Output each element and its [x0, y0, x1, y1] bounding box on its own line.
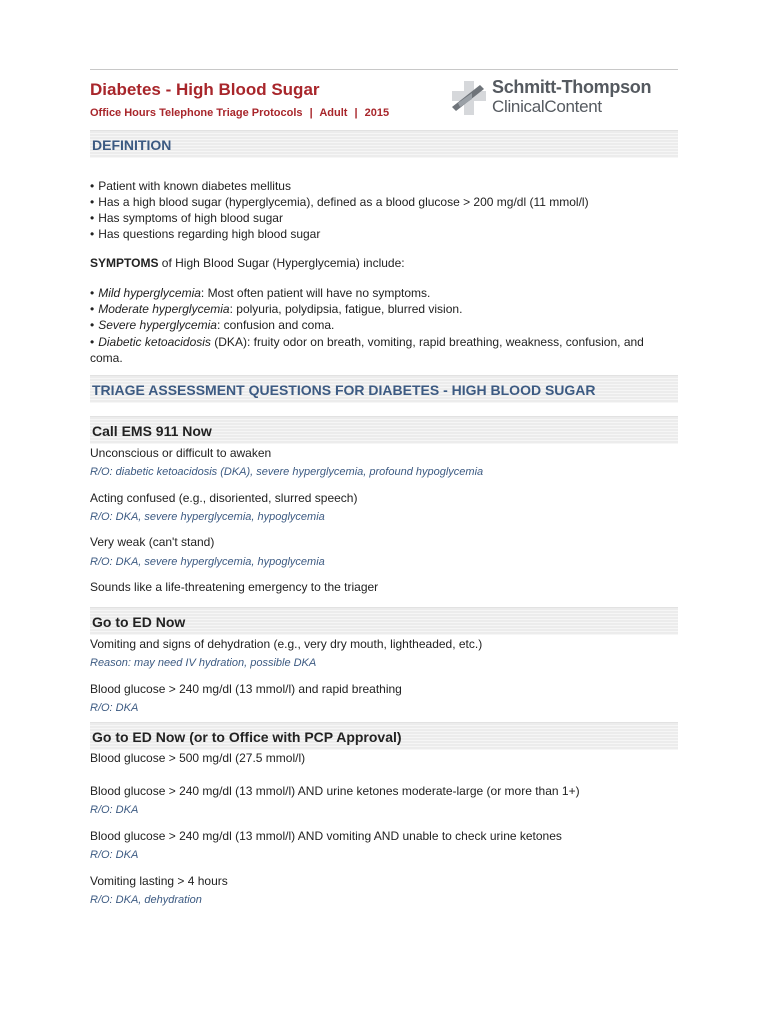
symptoms-intro — [90, 256, 405, 270]
ed-heading: Go to ED Now — [92, 614, 186, 630]
top-rule — [90, 69, 678, 70]
triage-question: Very weak (can't stand) — [90, 535, 215, 549]
ed-pcp-heading: Go to ED Now (or to Office with PCP Approval) — [92, 729, 402, 745]
ed-pcp-heading-band — [90, 722, 678, 750]
page-subtitle — [90, 107, 389, 119]
triage-question: Vomiting and signs of dehydration (e.g., very dry mouth, lightheaded, etc.) — [90, 637, 483, 651]
symptom-term: Severe hyperglycemia — [98, 318, 217, 332]
triage-heading-band — [90, 375, 678, 403]
cross-logo-icon — [450, 79, 488, 117]
schmitt-thompson-logo — [450, 77, 680, 121]
logo-line-2: ClinicalContent — [492, 97, 602, 116]
triage-question: Acting confused (e.g., disoriented, slurred speech) — [90, 491, 358, 505]
rule-out-note: R/O: DKA — [90, 702, 139, 714]
ems-heading: Call EMS 911 Now — [92, 423, 212, 439]
rule-out-note: R/O: diabetic ketoacidosis (DKA), severe hyperglycemia, profound hypoglycemia — [90, 466, 484, 478]
symptom-item — [90, 286, 430, 300]
triage-question: Vomiting lasting > 4 hours — [90, 874, 228, 888]
symptom-desc: : polyuria, polydipsia, fatigue, blurred vision. — [229, 302, 463, 316]
symptom-desc: (DKA): fruity odor on breath, vomiting, rapid breathing, weakness, confusion, and coma. — [90, 335, 644, 365]
subtitle-audience: Adult — [319, 107, 348, 119]
definition-bullet: • Patient with known diabetes mellitus — [90, 179, 291, 193]
triage-question: Sounds like a life-threatening emergency to the triager — [90, 580, 379, 594]
ed-heading-band — [90, 607, 678, 635]
symptoms-intro-text: of High Blood Sugar (Hyperglycemia) include: — [158, 256, 405, 270]
symptom-item — [90, 302, 462, 316]
symptom-term: Mild hyperglycemia — [98, 286, 201, 300]
triage-question: Blood glucose > 500 mg/dl (27.5 mmol/l) — [90, 751, 306, 765]
page-title: Diabetes - High Blood Sugar — [90, 80, 320, 99]
rule-out-note: R/O: DKA — [90, 804, 139, 816]
rule-out-note: R/O: DKA, dehydration — [90, 894, 202, 906]
symptom-term: Diabetic ketoacidosis — [98, 335, 211, 349]
symptom-item — [90, 334, 665, 366]
ems-heading-band — [90, 416, 678, 444]
definition-bullet: • Has symptoms of high blood sugar — [90, 211, 283, 225]
subtitle-separator: | — [309, 107, 313, 119]
triage-question: Blood glucose > 240 mg/dl (13 mmol/l) AND vomiting AND unable to check urine ketones — [90, 829, 562, 843]
triage-heading: TRIAGE ASSESSMENT QUESTIONS FOR DIABETES - HIGH BLOOD SUGAR — [92, 382, 596, 398]
rule-out-note: R/O: DKA — [90, 849, 139, 861]
reason-note: Reason: may need IV hydration, possible DKA — [90, 657, 317, 669]
symptom-term: Moderate hyperglycemia — [98, 302, 230, 316]
symptoms-label: SYMPTOMS — [90, 256, 159, 270]
logo-line-1: Schmitt-Thompson — [492, 77, 652, 97]
definition-heading-band — [90, 130, 678, 158]
symptom-desc: : Most often patient will have no symptoms. — [200, 286, 431, 300]
definition-bullet: • Has questions regarding high blood sugar — [90, 227, 320, 241]
definition-bullet: • Has a high blood sugar (hyperglycemia), defined as a blood glucose > 200 mg/dl (11 mmol/l) — [90, 195, 589, 209]
triage-question: Unconscious or difficult to awaken — [90, 446, 272, 460]
rule-out-note: R/O: DKA, severe hyperglycemia, hypoglycemia — [90, 556, 325, 568]
triage-question: Blood glucose > 240 mg/dl (13 mmol/l) AND urine ketones moderate-large (or more than 1+) — [90, 784, 580, 798]
symptom-item — [90, 318, 334, 332]
symptom-desc: : confusion and coma. — [216, 318, 335, 332]
rule-out-note: R/O: DKA, severe hyperglycemia, hypoglycemia — [90, 511, 325, 523]
subtitle-year: 2015 — [364, 107, 390, 119]
subtitle-separator: | — [354, 107, 358, 119]
definition-heading: DEFINITION — [92, 137, 172, 153]
subtitle-protocols: Office Hours Telephone Triage Protocols — [90, 107, 303, 119]
triage-question: Blood glucose > 240 mg/dl (13 mmol/l) and rapid breathing — [90, 682, 402, 696]
